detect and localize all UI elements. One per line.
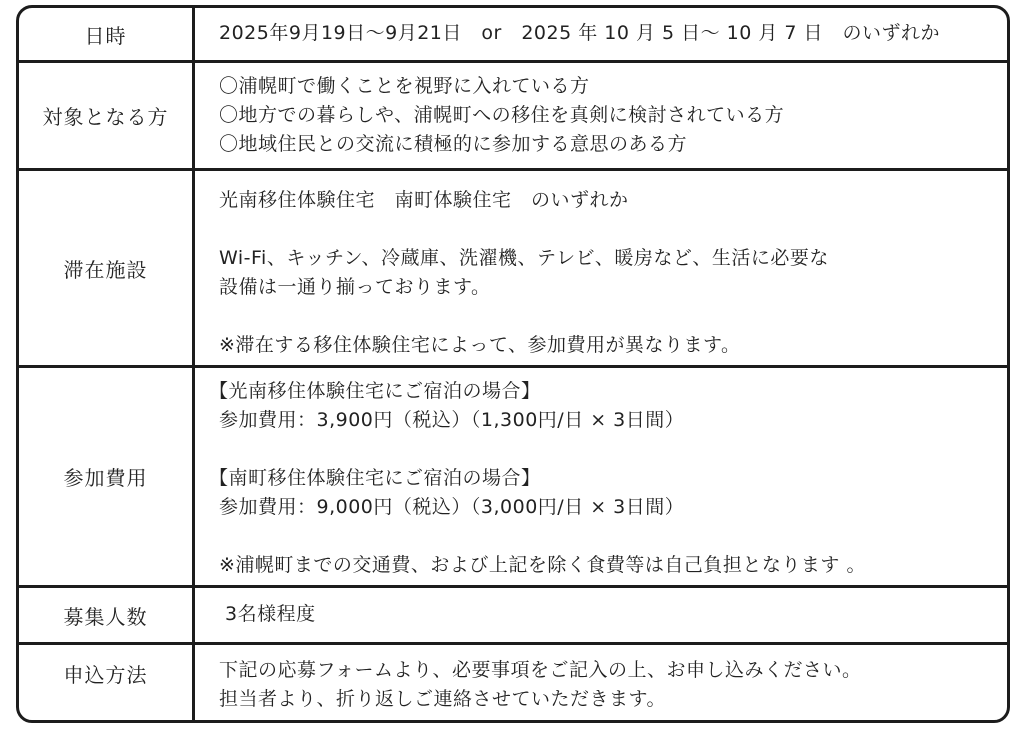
row-value-apply xyxy=(219,656,993,714)
facility-line-2: Wi-Fi、キッチン、冷蔵庫、洗濯機、テレビ、暖房など、生活に必要な xyxy=(219,247,829,269)
fee-amount-konan: 参加費用：3,900円（税込）（1,300円/日 × 3日間） xyxy=(219,409,685,431)
target-line-3: 〇地域住民との交流に積極的に参加する意思のある方 xyxy=(219,133,688,155)
apply-line-1: 下記の応募フォームより、必要事項をご記入の上、お申し込みください。 xyxy=(219,659,862,681)
row-label-fee: 参加費用 xyxy=(63,466,148,490)
row-label-apply: 申込方法 xyxy=(63,663,148,687)
fee-heading-konan: 【光南移住体験住宅にご宿泊の場合】 xyxy=(209,380,541,402)
event-info-table xyxy=(16,5,1010,723)
row-label-capacity: 募集人数 xyxy=(63,604,148,629)
row-label-target: 対象となる方 xyxy=(42,105,169,129)
column-divider xyxy=(192,8,195,720)
capacity-text: 3名様程度 xyxy=(225,603,316,625)
row-value-datetime xyxy=(219,19,993,48)
target-line-1: 〇浦幌町で働くことを視野に入れている方 xyxy=(219,75,590,97)
apply-line-2: 担当者より、折り返しご連絡させていただきます。 xyxy=(219,688,666,710)
fee-amount-minami: 参加費用：9,000円（税込）（3,000円/日 × 3日間） xyxy=(219,496,685,518)
facility-line-3: 設備は一通り揃っております。 xyxy=(219,276,491,298)
row-label-datetime: 日時 xyxy=(84,23,127,48)
fee-heading-minami: 【南町移住体験住宅にご宿泊の場合】 xyxy=(209,467,541,489)
facility-line-1: 光南移住体験住宅 南町体験住宅 のいずれか xyxy=(219,189,629,211)
datetime-text: 2025年9月19日～9月21日 or 2025 年 10 月 5 日～ 10 月 7 日 のいずれか xyxy=(219,22,941,44)
row-value-target xyxy=(219,72,993,159)
row-value-facility xyxy=(219,186,993,360)
row-value-fee xyxy=(209,377,993,580)
row-value-capacity xyxy=(225,600,993,629)
fee-note: ※浦幌町までの交通費、および上記を除く食費等は自己負担となります 。 xyxy=(219,554,866,576)
facility-note: ※滞在する移住体験住宅によって、参加費用が異なります。 xyxy=(219,334,741,356)
target-line-2: 〇地方での暮らしや、浦幌町への移住を真剣に検討されている方 xyxy=(219,104,785,126)
row-label-facility: 滞在施設 xyxy=(63,257,148,282)
